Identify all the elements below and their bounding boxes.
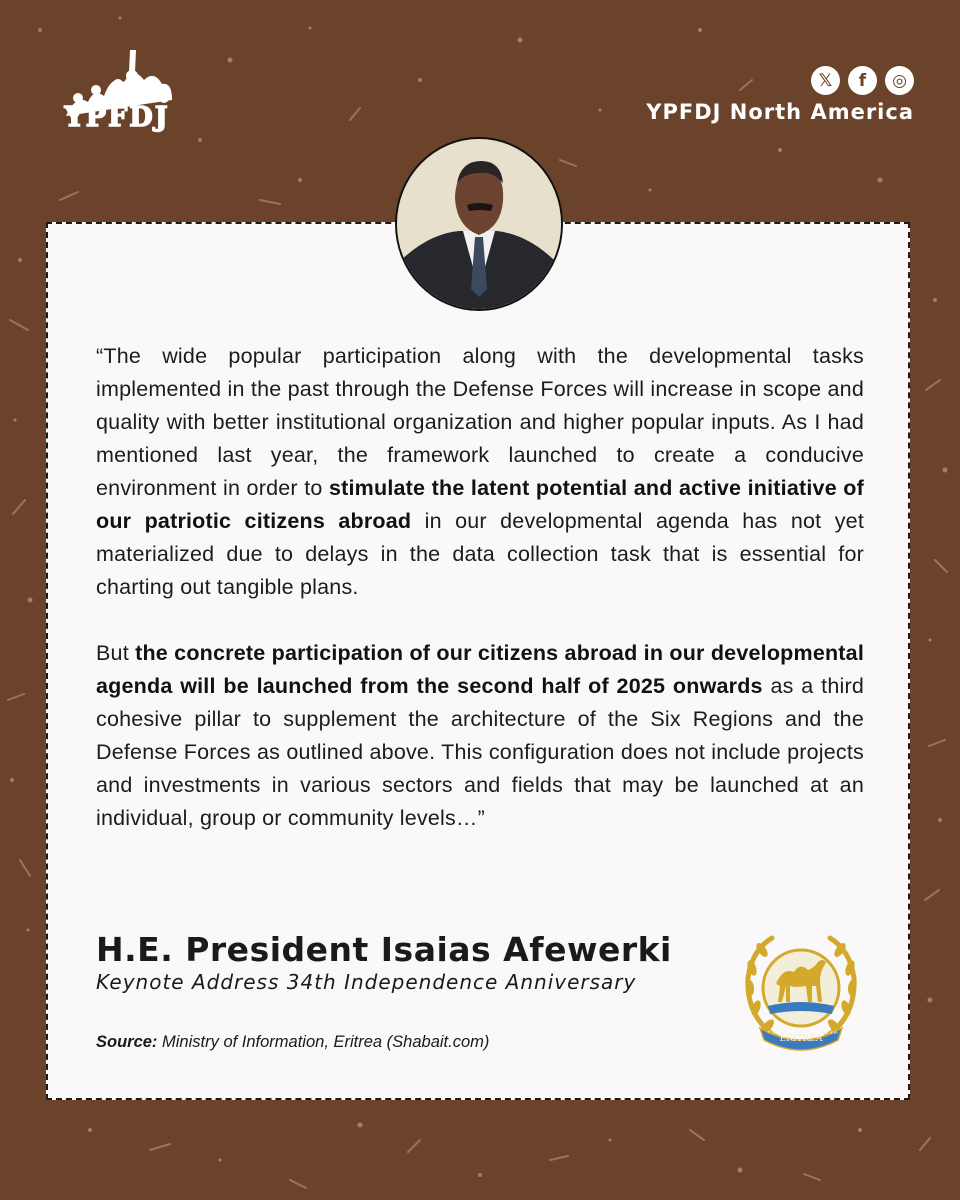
instagram-icon[interactable]: ◎ [885,66,914,95]
event-title: Keynote Address 34th Independence Anniversary [96,970,637,994]
portrait-photo [395,137,563,311]
quote-paragraph-1: “The wide popular participation along with the developmental tasks implemented in the past through the Defense Forces will increase in scope and quality with better institutional organization and higher popular inputs. As I had mentioned last year, the framework launched to create a conducive environment in order to stimulate the latent potential and active initiative of our patriotic citizens abroad in our developmental agenda has not yet materialized due to delays in the data collection task that is essential for charting out tangible plans. [96,344,864,599]
org-name: YPFDJ North America [646,100,914,124]
logo-text: YPFDJ [64,102,170,133]
social-icons [811,66,914,95]
speaker-name: H.E. President Isaias Afewerki [96,930,672,969]
emblem-text-right: ኤርትራ [821,1029,839,1036]
emblem-text: ERITREA [779,1034,823,1044]
eritrea-emblem [738,928,864,1056]
quote-text [96,340,864,868]
x-icon[interactable]: 𝕏 [811,66,840,95]
facebook-icon[interactable]: f [848,66,877,95]
quote-paragraph-2: But the concrete participation of our citizens abroad in our developmental agenda will be launched from the second half of 2025 onwards as a third cohesive pillar to supplement the architecture of the Six Regions and the Defense Forces as outlined above. This configuration does not include projects and investments in various sectors and fields that may be launched at an individual, group or community levels…” [96,641,864,830]
emblem-text-left: ሃገረ [767,1029,777,1036]
source-line: Source: Ministry of Information, Eritrea (Shabait.com) [96,1033,490,1051]
